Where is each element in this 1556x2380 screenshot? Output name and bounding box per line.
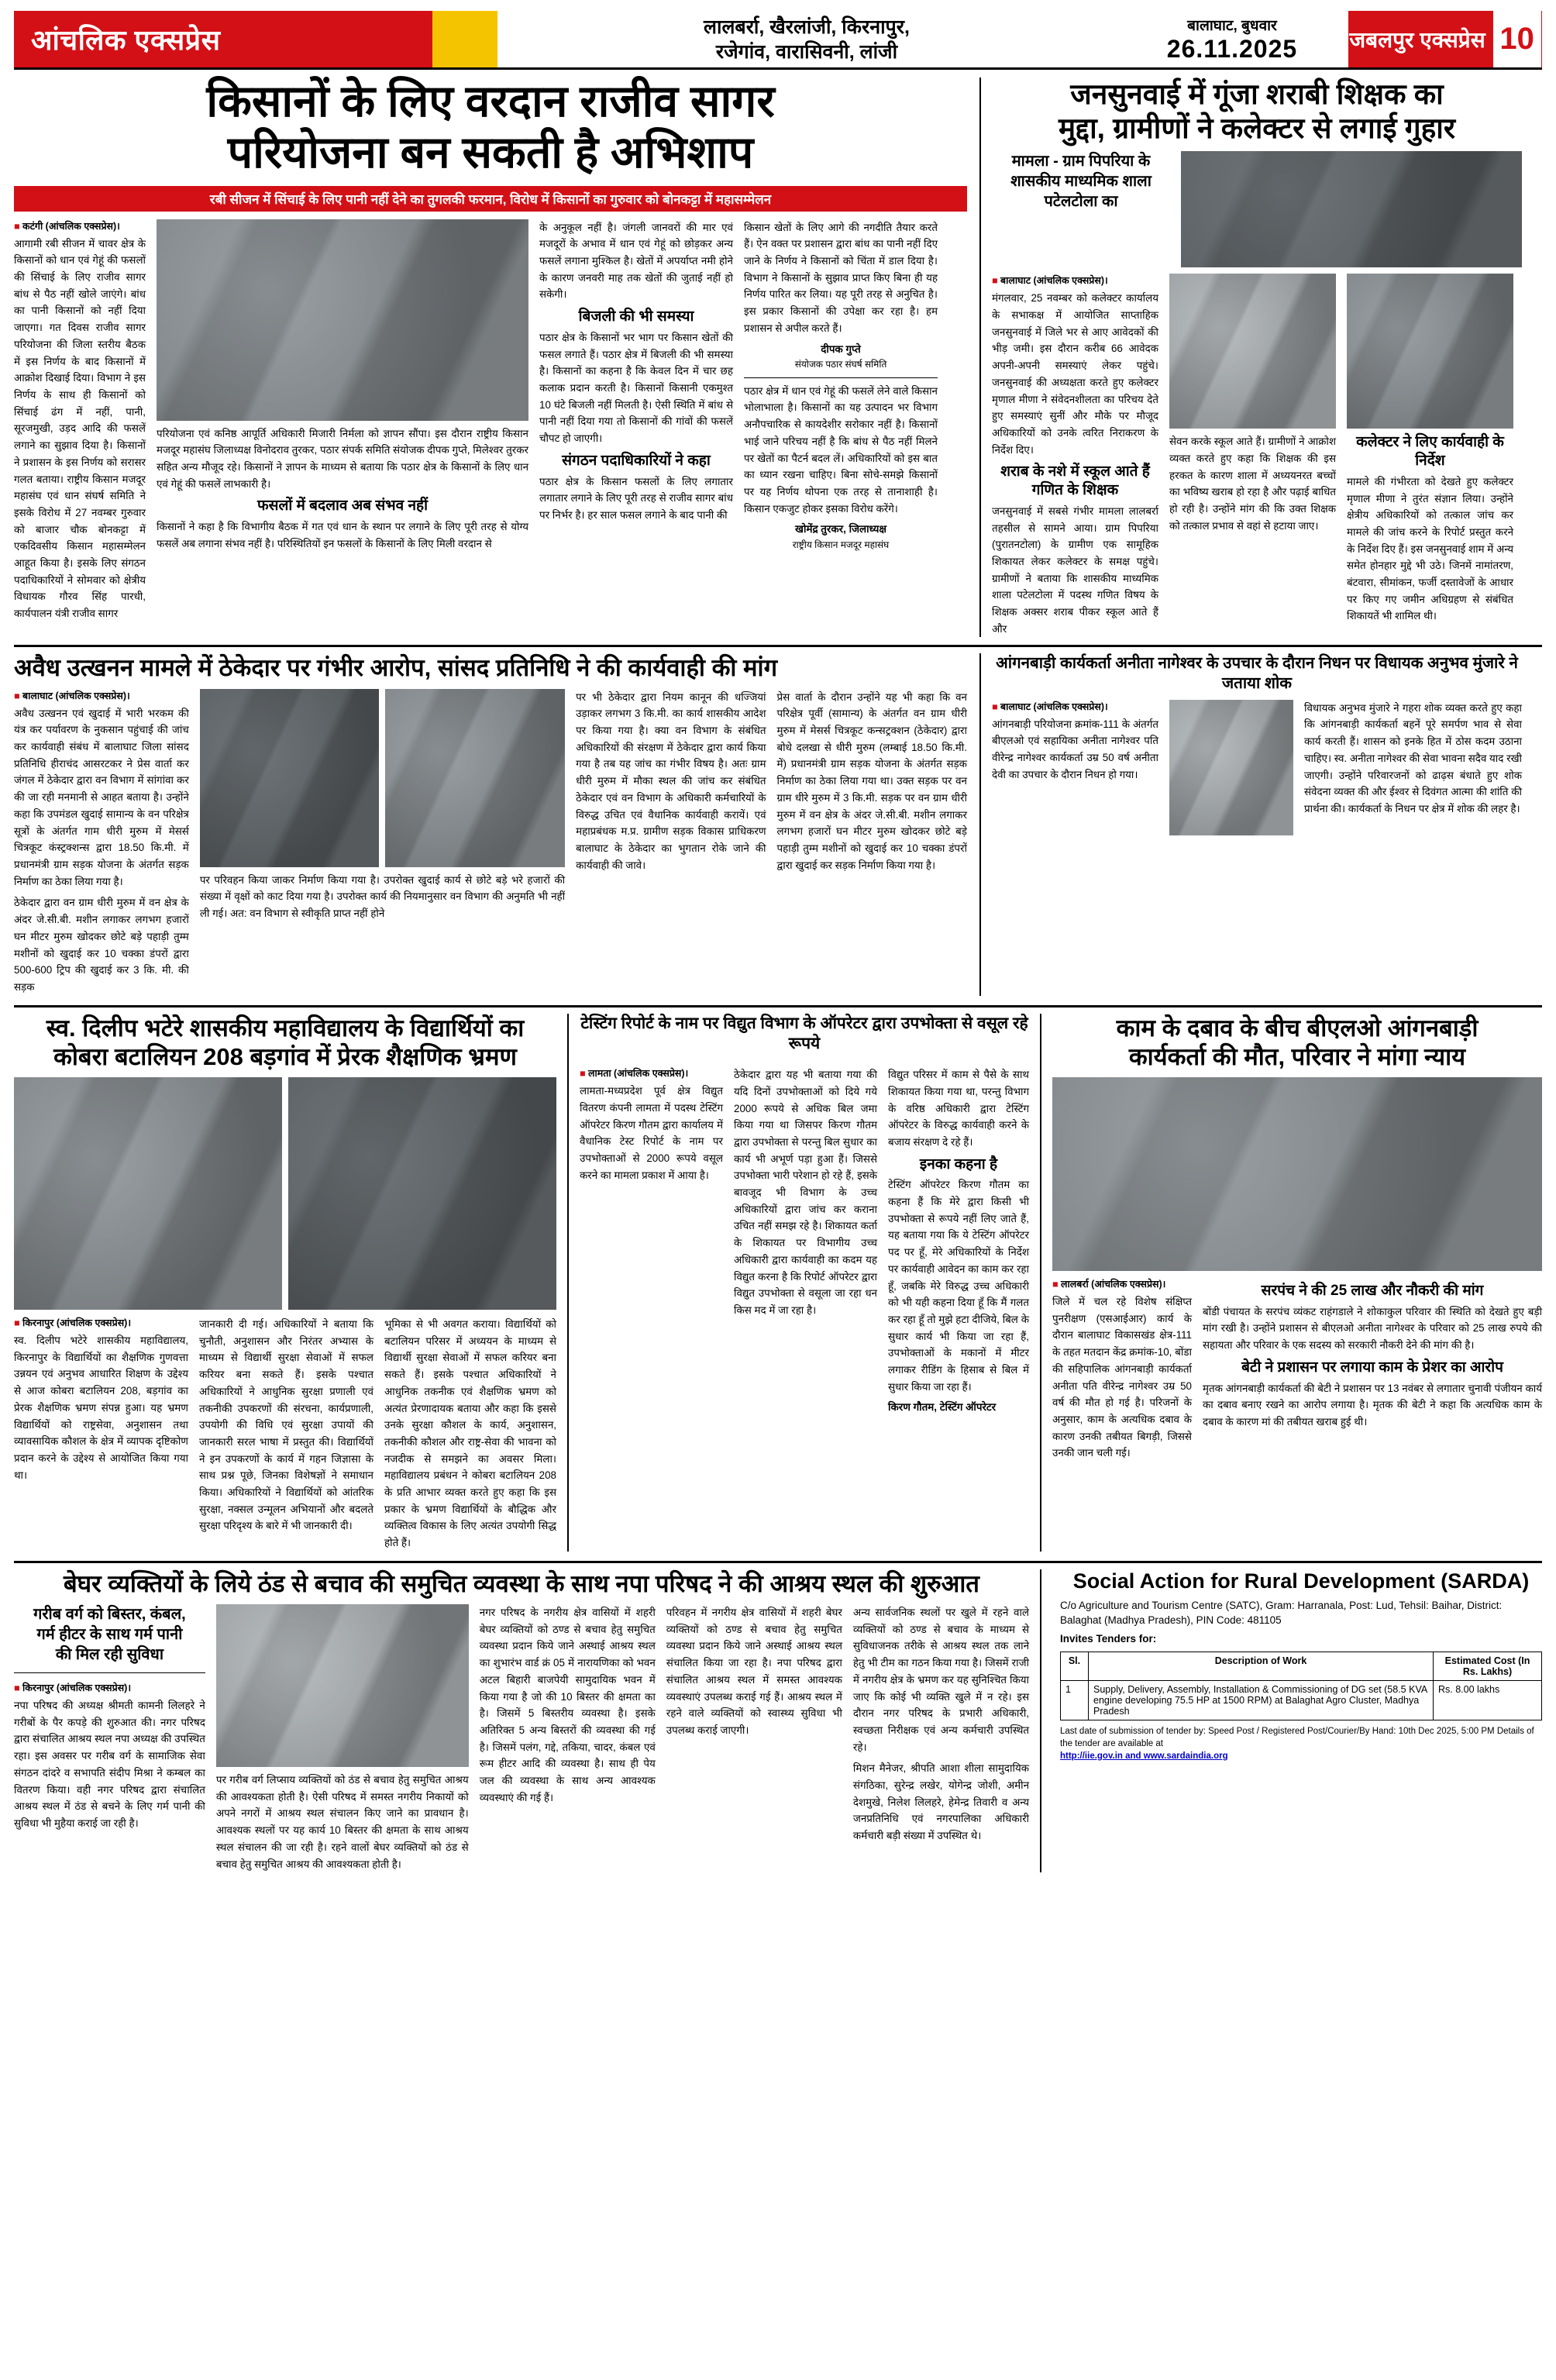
testing-headline: टेस्टिंग रिपोर्ट के नाम पर विद्युत विभाग के ऑपरेटर द्वारा उपभोक्ता से वसूल रहे रूपये: [580, 1014, 1028, 1052]
tender-footer-link[interactable]: http://iie.gov.in and www.sardaindia.org: [1060, 1751, 1228, 1761]
lead-quote-author-1: दीपक गुप्ते: [821, 343, 861, 355]
jansunwai-col2-text: जनसुनवाई में सबसे गंभीर मामला लालबर्रा तहसील से सामने आया। ग्राम पिपरिया (पुरातनटोला) के ग्रामीण एक सामूहिक शिकायत लेकर कलेक्टर के समक्ष पहुंचे। ग्रामीणों ने बताया कि शासकीय माध्यमिक शाला पटेलटोला में पदस्थ गणित विषय के शिक्षक अक्सर शराब पीकर स्कूल आते हैं और: [992, 505, 1158, 635]
lead-col2b-text: किसानों ने कहा है कि विभागीय बैठक में गत एवं धान के स्थान पर लगाने के लिए पूरी तरह से योग्य फसलें अब लगाना संभव नहीं है। परिस्थितियों इन फसलों के किसानों के लिए मिली वरदान से: [157, 521, 528, 549]
tender-advertisement: [1052, 1569, 1542, 1872]
jansunwai-photo-1: [1181, 151, 1522, 267]
lead-headline-line-1: किसानों के लिए वरदान राजीव सागर: [206, 77, 775, 126]
masthead-yellow-bar: [432, 11, 497, 67]
tender-row-sl: 1: [1061, 1680, 1089, 1720]
lead-col-1: [14, 219, 146, 622]
lead-dateline: ■ कटंगी (आंचलिक एक्सप्रेस)।: [14, 220, 120, 232]
beulo-col-2: [1203, 1277, 1542, 1462]
mining-dateline: ■ बालाघाट (आंचलिक एक्सप्रेस)।: [14, 690, 130, 701]
page-number: 10: [1493, 11, 1541, 67]
shelter-col-4: [666, 1604, 842, 1872]
tender-row-desc: Supply, Delivery, Assembly, Installation & Commissioning of DG set (58.5 KVA engine developing 75.5 HP at 1500 RPM) at Balaghat Agro Cluster, Madhya Pradesh: [1089, 1680, 1434, 1720]
jansunwai-photo-3: [1347, 274, 1513, 429]
mining-photo-block: [200, 689, 565, 996]
shelter-col-3: [480, 1604, 656, 1872]
masthead: [14, 11, 1542, 70]
testing-col1-text: लामता-मध्यप्रदेश पूर्व क्षेत्र विद्युत वितरण कंपनी लामता में पदस्थ टेस्टिंग ऑपरेटर किरण गौतम द्वारा कार्यालय में वैधानिक टेस्ट रिपोर्ट के नाम पर उपभोक्ताओं से 2000 रूपये वसूल करने का मामला प्रकाश में आया है।: [580, 1085, 723, 1181]
shelter-col-5: [853, 1604, 1029, 1872]
testing-col3b-text: टेस्टिंग ऑपरेटर किरण गौतम का कहना हैं कि मेरे द्वारा किसी भी उपभोक्ता से रूपये नहीं लिए जाते हैं, यह बताया गया कि ये टेस्टिंग ऑपरेटर पद पर हूँ, मेरे अधिकारियों के निर्देश पर कार्यवाही आवेदन का काम कर रहा हूँ, जबकि मेरे विरुद्ध उच्च अधिकारी को भी यही कहना दिया हूँ कि मैं गलत कर रहा हूँ तो मुझे हटा दीजिये, बिल के सुधार कार्य भी किया जा रहा हैं, उपभोक्ताओं के मकानों में मीटर लगाकर रीडिंग के हिसाब से बिल में सुधार किया जा रहा हैं।: [888, 1179, 1029, 1393]
table-row: [1061, 1680, 1542, 1720]
lead-photo: [157, 219, 528, 421]
mining-col5-text: प्रेस वार्ता के दौरान उन्होंने यह भी कहा कि वन परिक्षेत्र पूर्वी (सामान्य) के अंतर्गत वन ग्राम धीरी मुरुम में मेसर्स चित्रकूट कन्सट्रक्शन (ठेकेदार) द्वारा बोधे दलखा से धीरी मुरुम (लम्बाई 18.50 कि.मी. में) प्रधानमंत्री ग्राम सड़क योजना के अंतर्गत सड़क निर्माण का ठेका लिया गया था। उक्त सड़क पर वन ग्राम धीरे मुरुम में 3 कि.मी. सड़क पर वन ग्राम धीरी मुरुम में वन क्षेत्र के अंदर जे.सी.बी. मशीन लगाकर लगभग हजारों घन मीटर मुरुम खोदकर छोटे बड़े पहाड़ी तुम्म मशीनों को खुदाई कर 10 चक्का डंपरों द्वारा खुदाई कर सड़क निर्माण किया गया है।: [776, 691, 967, 871]
jansunwai-col-3: [1347, 274, 1513, 637]
jansunwai-story: [979, 77, 1522, 637]
shelter-subhead-block: [14, 1604, 205, 1872]
tender-address: C/o Agriculture and Tourism Centre (SATC), Gram: Harranala, Post: Lud, Tehsil: Baihar, District: Balaghat (Madhya Pradesh), PIN Code: 481105: [1060, 1599, 1503, 1627]
lead-col3c-text: पठार क्षेत्र के किसान फसलों के लिए लगातार लगातार लगाने के लिए पूरी तरह से राजीव सागर बांध पर निर्भर है। हर साल फसल लगाने के बाद पानी की: [539, 475, 733, 521]
anganwadi-photo-wrap: [1169, 700, 1293, 835]
anganwadi-col-1: [992, 700, 1158, 835]
masthead-date: 26.11.2025: [1166, 35, 1298, 63]
shelter-subhead-line-2: गर्म हीटर के साथ गर्म पानी: [36, 1626, 183, 1644]
bottom-band: [14, 1569, 1542, 1872]
mining-col-1: [14, 689, 189, 996]
tender-footer-line-1: Last date of submission of tender by: Speed Post / Registered Post/Courier/By Hand: 10th Dec 2025, 5:00 PM Details of the tender are available at: [1060, 1726, 1534, 1748]
tender-org-name: Social Action for Rural Development (SARDA): [1072, 1569, 1530, 1593]
tender-col-sl: Sl.: [1061, 1652, 1089, 1680]
jansunwai-subhead-block: [992, 151, 1170, 267]
shelter-col5-text: अन्य सार्वजनिक स्थलों पर खुले में रहने वाले व्यक्तियों को ठण्ड से बचाव के माध्यम से सुविधाजनक तरीके से आश्रय स्थल तक लाने हेतु भी टीम का गठन किया गया है। जिसमें राजी में नगरीय क्षेत्र के भ्रमण कर यह सुनिश्चित किया जाए कि कोई भी व्यक्ति खुले में न रहे। इस दौरान नगर परिषद के प्रभारी अधिकारी, स्वच्छता निरीक्षक एवं अन्य कर्मचारी उपस्थित रहे।: [852, 1607, 1030, 1753]
shelter-headline: बेघर व्यक्तियों के लिये ठंड से बचाव की समुचित व्यवस्था के साथ नपा परिषद ने की आश्रय स्थल की शुरुआत: [64, 1569, 979, 1597]
jansunwai-headline-line-2: मुद्दा, ग्रामीणों ने कलेक्टर से लगाई गुहार: [1059, 112, 1455, 144]
anganwadi-col1-text: आंगनबाड़ी परियोजना क्रमांक-111 के अंतर्गत बीएलओ एवं सहायिका अनीता नागेश्वर पति वीरेन्द्र नागेश्वर कार्यकर्ता उम्र 50 वर्ष अनीता देवी का उपचार के दौरान निधन हो गया।: [992, 718, 1158, 780]
tender-table: [1060, 1652, 1542, 1720]
lead-kicker: रबी सीजन में सिंचाई के लिए पानी नहीं देने का तुगलकी फरमान, विरोध में किसानों का गुरुवार को बोनकट्टा में महासम्मेलन: [14, 186, 967, 212]
mining-col-5: [777, 689, 967, 996]
college-col-3: [384, 1316, 556, 1552]
masthead-date-block: [1116, 11, 1348, 67]
shelter-col1-text: नपा परिषद की अध्यक्ष श्रीमती कामनी लिलहरे ने गरीबों के पैर कपड़े की शुरुआत की। नगर परिषद द्वारा संचालित आश्रय स्थल नपा अध्यक्ष की उपस्थित रहा। इस अवसर पर गरीब वर्ग के सामाजिक सेवा संगठन दांदरे व सभापति संदीप मिश्रा ने कम्बल का वितरण किया। वही नगर परिषद द्वारा संचालित आश्रय स्थल में ठंड से बचने के लिए गर्म पानी की सुविधा भी मुहैया कराई जा रही है।: [14, 1700, 205, 1829]
shelter-dateline: ■ किरनापुर (आंचलिक एक्सप्रेस)।: [14, 1683, 132, 1694]
college-dateline: ■ किरनापुर (आंचलिक एक्सप्रेस)।: [14, 1317, 132, 1328]
anganwadi-story: [979, 653, 1522, 995]
shelter-subhead-line-1: गरीब वर्ग को बिस्तर, कंबल,: [33, 1606, 186, 1624]
lead-headline-line-2: परियोजना बन सकती है अभिशाप: [227, 127, 754, 177]
anganwadi-col-2: [1304, 700, 1522, 835]
beulo-dateline: ■ लालबर्रा (आंचलिक एक्सप्रेस)।: [1052, 1278, 1166, 1290]
edition-line-1: लालबर्रा, खैरलांजी, किरनापुर,: [704, 15, 910, 38]
jansunwai-subhead: मामला - ग्राम पिपरिया के शासकीय माध्यमिक शाला पटेलटोला का: [1010, 153, 1152, 211]
college-col-1: [14, 1316, 188, 1552]
beulo-col2-text: बोंडी पंचायत के सरपंच व्यंकट राहंगडाले ने शोकाकुल परिवार की स्थिति को देखते हुए बड़ी मांग रखी है। उन्होंने प्रशासन से बीएलओ अनीता नागेश्वर के परिवार को 25 लाख रुपये की सहायता और परिवार के एक सदस्य को सरकारी नौकरी देने की मांग की है।: [1203, 1305, 1542, 1352]
testing-col-2: [734, 1066, 877, 1415]
testing-sub1: इनका कहना है: [919, 1156, 998, 1173]
masthead-place: बालाघाट, बुधवार: [1187, 18, 1277, 34]
mining-story: [14, 653, 967, 995]
jansunwai-headline-line-1: जनसुनवाई में गूंजा शराबी शिक्षक का: [1070, 78, 1444, 110]
jansunwai-photo-2: [1169, 274, 1336, 429]
beulo-headline-line-1: काम के दबाव के बीच बीएलओ आंगनबाड़ी: [1116, 1014, 1479, 1042]
lead-sub1: फसलों में बदलाव अब संभव नहीं: [256, 498, 429, 515]
lead-sub2: बिजली की भी समस्या: [578, 308, 694, 325]
college-col2-text: जानकारी दी गई। अधिकारियों ने बताया कि चुनौती, अनुशासन और निरंतर अभ्यास के माध्यम से विद्यार्थी सुरक्षा सेवाओं में सफल करियर बना सकते हैं। इसके पश्चात अधिकारियों ने आधुनिक सुरक्षा प्रणाली एवं तकनीकी उपकरणों की संरचना, कार्यप्रणाली, उपयोगी की विधि एवं सुरक्षा उपायों की जानकारी सरल भाषा में प्रस्तुत की। विद्यार्थियों ने इन उपकरणों के कार्य में गहन जिज्ञासा के साथ प्रश्न पूछे, जिनका विशेषज्ञों ने समाधान किया। अधिकारियों ने विद्यार्थियों को आंतरिक सुरक्षा, नक्सल उन्मूलन अभियानों और बदलते सुरक्षा परिदृश्य के बारे में भी जानकारी दी।: [199, 1317, 374, 1532]
lead-photo-block: [157, 219, 528, 622]
anganwadi-headline: आंगनबाड़ी कार्यकर्ता अनीता नागेश्वर के उपचार के दौरान निधन पर विधायक अनुभव मुंजारे ने जताया शोक: [996, 654, 1518, 693]
tender-col-cost: Estimated Cost (In Rs. Lakhs): [1434, 1652, 1542, 1680]
college-headline-line-2: कोबरा बटालियन 208 बड़गांव में प्रेरक शैक्षणिक भ्रमण: [53, 1042, 517, 1070]
mid-section: [14, 653, 1542, 995]
lead-story: [14, 77, 967, 637]
shelter-col4-text: परिवहन में नगरीय क्षेत्र वासियों में शहरी बेघर व्यक्तियों को ठण्ड से बचाव हेतु समुचित व्यवस्था प्रदान किये जाने अस्थाई आश्रय स्थल संचालित किया जा रहा है। नपा परिषद द्वारा संचालित आश्रय स्थल में समस्त आवश्यक व्यवस्थाएं उपलब्ध कराई गई हैं। आश्रय स्थल में रहने वाले व्यक्तियों को स्वास्थ्य सुविधा भी उपलब्ध कराई जाएगी।: [666, 1607, 842, 1736]
jansunwai-col-1: [992, 274, 1158, 637]
lead-col2-text: परियोजना एवं कनिष्ठ आपूर्ति अधिकारी मिजारी निर्मला को ज्ञापन सौंपा। इस दौरान राष्ट्रीय किसान मजदूर महासंघ जिलाध्यक्ष विनोदराव तुरकर, पठार संपर्क समिति संयोजक दीपक गुप्ते, मिलेश्वर तुरकर सहित अन्य मौजूद रहे। किसानों ने ज्ञापन के माध्यम से बताया कि पठार क्षेत्र के किसानों के लिए धान एवं गेहूं की फसलें लाभकारी है।: [157, 427, 528, 490]
mining-photo-1: [200, 689, 380, 867]
lead-col4-text: किसान खेतों के लिए आगे की नगदीति तैयार करते हैं। ऐन वक्त पर प्रशासन द्वारा बांध का पानी नहीं दिए जाने के निर्णय ने किसानों को चिंता में डाल दिया है। विभाग ने किसानों के सुझाव प्राप्त किए बिना ही यह निर्णय पारित कर लिया। यह पूरी तरह से अनुचित है। इस प्रकार किसानों की उपेक्षा कर रहा है। हम प्रशासन से अपील करते हैं।: [744, 221, 938, 334]
shelter-story: [14, 1569, 1029, 1872]
jansunwai-sub1: शराब के नशे में स्कूल आते हैं गणित के शिक्षक: [1000, 463, 1150, 499]
testing-col-3: [888, 1066, 1029, 1415]
mining-col1-text: अवैध उत्खनन एवं खुदाई में भारी भरकम की यंत्र कर पर्यावरण के नुकसान पहुंचाई की जांच कर कार्यवाही संबंध में बालाघाट जिला सांसद प्रतिनिधि हीराचंद आसरटकर ने प्रेस वार्ता कर जंगल में ठेकेदार द्वारा वन विभाग में सांगांवा कर की जा रही मनमानी से आहत बताया है। उन्होंने कहा कि उपमंडल खुदाई सामान्य के वन परिक्षेत्र सूत्रों के अंतर्गत गाम धीरी मुरुम में मेसर्स चित्रकूट कंस्ट्रक्शन्स द्वारा 18.50 कि.मी. में प्रधानमंत्री ग्राम सड़क योजना के अंतर्गत सड़क निर्माण का ठेका लिया गया है।: [14, 707, 189, 887]
paper-title: जबलपुर एक्सप्रेस: [1349, 27, 1485, 52]
shelter-col2-text: पर गरीब वर्ग लिप्साय व्यक्तियों को ठंड से बचाव हेतु समुचित आश्रय की आवश्यकता होती है। ऐसी परिषद में समस्त नगरीय निकायों को अपने नगरों में आश्रय स्थल संचालन किए जाने का प्रावधान है। आवश्यक स्थलों पर यह कार्य 10 बिस्तर की क्षमता के साथ आश्रय स्थल संचालन की जा रही है। रहने वालों बेघर व्यक्तियों को ठंड से बचाव हेतु समुचित आश्रय की आवश्यकता होती है।: [215, 1774, 469, 1870]
college-photo-2: [288, 1077, 556, 1310]
lead-sub3: संगठन पदाधिकारियों ने कहा: [562, 452, 711, 469]
testing-quote-author: किरण गौतम, टेस्टिंग ऑपरेटर: [888, 1400, 997, 1413]
masthead-brand: [14, 11, 432, 67]
lead-col-3: [539, 219, 733, 622]
college-col-2: [199, 1316, 374, 1552]
tender-col-desc: Description of Work: [1089, 1652, 1434, 1680]
mining-headline: अवैध उत्खनन मामले में ठेकेदार पर गंभीर आरोप, सांसद प्रतिनिधि ने की कार्यवाही की मांग: [14, 654, 778, 682]
anganwadi-col2-text: विधायक अनुभव मुंजारे ने गहरा शोक व्यक्त करते हुए कहा कि आंगनबाड़ी कार्यकर्ता बहनें पूरे समर्पण भाव से सेवा कार्य करती हैं। शासन को इनके हित में ठोस कदम उठाना चाहिए। स्व. अनीता नागेश्वर की सेवा भावना सदैव याद रखी जाएगी। उन्होंने परिवारजनों को ढाढ़स बंधाते हुए शोक संवेदना व्यक्त की और ईश्वर से दिवंगत आत्मा की शांति की प्रार्थना की। कार्यकर्ता के निधन पर क्षेत्र में शोक की लहर है।: [1304, 701, 1522, 815]
lead-col-4: [744, 219, 938, 622]
college-story: [14, 1014, 556, 1552]
anganwadi-dateline: ■ बालाघाट (आंचलिक एक्सप्रेस)।: [992, 701, 1108, 712]
mining-col2-text: ठेकेदार द्वारा वन ग्राम धीरी मुरुम में वन क्षेत्र के अंदर जे.सी.बी. मशीन लगाकर लगभग हजारों घन मीटर मुरुम खोदकर छोटे बड़े पहाड़ी तुम्म मशीनों को खुदाई कर 10 चक्का डंपरों द्वारा 500-600 ट्रिप की खुदाई कर 3 कि. मी. की सड़क: [14, 897, 189, 993]
jansunwai-col3b-text: मामले की गंभीरता को देखते हुए कलेक्टर मृणाल मीणा ने तुरंत संज्ञान लिया। उन्होंने क्षेत्रीय अधिकारियों को तत्काल जांच कर मामले की जांच करने के रिपोर्ट प्रस्तुत करने के निर्देश दिए हैं। इस जनसुनवाई शाम में अन्य समेत होनहार मुद्दे भी उठे। जिनमें नामांतरण, बंटवारा, सीमांकन, फर्जी दस्तावेजों के आधार पर किए गए जमीन अधिग्रहण से संबंधित शिकायतें भी शामिल थी।: [1347, 475, 1513, 622]
shelter-subhead-line-3: की मिल रही सुविधा: [55, 1646, 164, 1664]
brand-title: आंचलिक एक्सप्रेस: [31, 24, 221, 56]
beulo-col-1: [1052, 1277, 1192, 1462]
masthead-paper-name: [1348, 11, 1542, 67]
mining-photo-2: [385, 689, 565, 867]
masthead-edition: [497, 11, 1116, 67]
college-col1-text: स्व. दिलीप भटेरे शासकीय महाविद्यालय, किरनापुर के विद्यार्थियों का शैक्षणिक गुणवत्ता उन्नयन एवं अनुभव आधारित शिक्षण के उद्देश्य से आज कोबरा बटालियन 208, बड़गांव का प्रेरक शैक्षणिक भ्रमण संपन्न हुआ। यह भ्रमण विद्यार्थियों को राष्ट्रसेवा, अनुशासन तथा व्यावसायिक कौशल के क्षेत्र में व्यापक दृष्टिकोण प्रदान करने के उद्देश्य से आयोजित किया गया था।: [14, 1334, 188, 1481]
college-photo-1: [14, 1077, 282, 1310]
testing-dateline: ■ लामता (आंचलिक एक्सप्रेस)।: [580, 1068, 689, 1080]
testing-story: [580, 1014, 1029, 1552]
edition-line-2: रजेगांव, वारासिवनी, लांजी: [715, 40, 898, 63]
beulo-sub1: सरपंच ने की 25 लाख और नौकरी की मांग: [1261, 1282, 1484, 1299]
lead-quote-author-2: खोमेंद्र तुरकर, जिलाध्यक्ष: [795, 523, 886, 536]
jansunwai-col1-text: मंगलवार, 25 नवम्बर को कलेक्टर कार्यालय के सभाकक्ष में आयोजित साप्ताहिक जनसुनवाई में जिले भर से आए आवेदकों की भीड़ जमी। इस दौरान करीब 66 आवेदक अपनी-अपनी समस्याएं लेकर पहुंचे। जनसुनवाई की अध्यक्षता करते हुए कलेक्टर मृणाल मीणा ने संवेदनशीलता का परिचय देते हुए समस्याएं सुनीं और मौके पर मौजूद अधिकारियों को उनके त्वरित निराकरण के निर्देश दिए।: [992, 292, 1158, 456]
shelter-photo: [216, 1604, 469, 1767]
shelter-photo-block: [216, 1604, 469, 1872]
jansunwai-col3-text: सेवन करके स्कूल आते हैं। ग्रामीणों ने आक्रोश व्यक्त करते हुए कहा कि शिक्षक की इस हरकत के कारण शाला में अध्ययनरत बच्चों का भविष्य खराब हो रहा है और पढ़ाई बाधित हो रही है। उन्होंने मांग की कि उक्त शिक्षक को तत्काल प्रभाव से वहां से हटाया जाए।: [1169, 436, 1336, 532]
lead-col1-text: आगामी रबी सीजन में चावर क्षेत्र के किसानों को धान एवं गेहूं की फसलों की सिंचाई के लिए राजीव सागर बांध से पैठ नहीं खोले जाएंगे। बांध का पानी किसानों को नहीं दिया जाएगा। गत दिवस राजीव सागर परियोजना की जिला स्तरीय बैठक में इस निर्णय के बाद किसानों में आक्रोश दिखाई दिया। विभाग ने इस निर्णय के साथ ही किसानों को सिंचाई ढंग में नहीं, पानी, सूरजमुखी, उड़द आदि की फसलें लगाने का सुझाव दिया है। किसानों ने प्रशासन के इस निर्णय को सरासर गलत बताया। राष्ट्रीय किसान मजदूर महासंघ एवं धान संघर्ष समिति ने इसके विरोध में 27 नवम्बर गुरुवार को बाजार चौक बोनकट्टा में एकदिवसीय किसान महासम्मेलन आहूत किया है। इसके लिए संगठन पदाधिकारियों ने सोमवार को क्षेत्रीय विधायक गौरव सिंह पारधी, कार्यपालन यंत्री राजीव सागर: [14, 237, 146, 620]
testing-col2-text: ठेकेदार द्वारा यह भी बताया गया की यदि दिनों उपभोक्ताओं को दिये गये 2000 रूपये से अधिक बिल जमा किया गया था जिसपर किरण गौतम द्वारा उपभोक्ता से परन्तु बिल सुधार का कार्य भी अभूर्ण पड़ा हुआ हैं। जिससे उपभोक्ता भारी परेशान हो रहे हैं, इसके बावजूद भी विभाग के उच्च अधिकारियों द्वारा जांच कर कराना उचित नहीं समझ रहे है। शिकायत कर्ता के शिकायत पर विभागीय उच्च अधिकारी द्वारा कार्यवाही का कदम यह विद्युत करना है कि रिपोर्ट ऑपरेटर द्वारा विद्युत उपभोक्ता से वसूला जा रहा धन किस मद में जा रहा है।: [734, 1069, 877, 1316]
beulo-story: [1052, 1014, 1542, 1552]
lead-quote-role-2: राष्ट्रीय किसान मजदूर महासंघ: [792, 539, 890, 551]
college-col3-text: भूमिका से भी अवगत कराया। विद्यार्थियों को बटालियन परिसर में अध्ययन के माध्यम से विद्यार्थी सुरक्षा सेवाओं में सफल करियर बना सकते हैं। इसके पश्चात अधिकारियों ने आधुनिक तकनीक एवं शैक्षणिक भ्रमण को अत्यंत प्रेरणादायक बताया और कहा कि इससे उनके सुरक्षा कौशल के कार्य, अनुशासन, तकनीकी कौशल और राष्ट्र-सेवा की भावना को नजदीक से समझने का अवसर मिला। महाविद्यालय प्रबंधन ने कोबरा बटालियन 208 के प्रति आभार व्यक्त करते हुए कहा कि इस प्रकार के भ्रमण विद्यार्थियों के बौद्धिक और व्यक्तित्व विकास के लिए अत्यंत उपयोगी सिद्ध होते हैं।: [384, 1317, 556, 1549]
beulo-photo: [1052, 1077, 1542, 1271]
testing-col-1: [580, 1066, 723, 1415]
lead-col3-text: के अनुकूल नहीं है। जंगली जानवरों की मार एवं मजदूरों के अभाव में धान एवं गेहूं को छोड़कर अन्य फसलें लगाना मुश्किल है। खेतों में अपर्याप्त नमी होने के कारण जनवरी माह तक खेतों की जुताई नहीं हो सकेगी।: [539, 221, 733, 301]
tender-row-cost: Rs. 8.00 lakhs: [1434, 1680, 1542, 1720]
mining-col4-text: पर भी ठेकेदार द्वारा नियम कानून की धज्जियां उड़ाकर लगभग 3 कि.मी. का कार्य शासकीय आदेश पर किया गया है। क्या वन विभाग के संबंधित अधिकारियों की संरक्षण में ठेकेदार द्वारा कार्य किया गया है तब यह जांच का गंभीर विषय है। अतः ग्राम धीरी मुरुम में मौका स्थल की जांच कर संबंधित ठेकेदार एवं वन विभाग के अधिकारी कर्मचारियों के विरुद्ध उचित एवं वैधानिक कार्यवाही करायें। एवं महाप्रबंधक म.प्र. ग्रामीण सड़क विकास प्राधिकरण बालाघाट के ठेकेदार का भुगतान रोके जाने की कार्यवाही की जावे।: [576, 691, 766, 871]
lead-col4b-text: पठार क्षेत्र में धान एवं गेहूं की फसलें लेने वाले किसान भोलाभाला है। किसानों का यह उत्पादन भर विभाग अनौपचारिक से कायदेशीर सरोकार नहीं है। किसानों भाई जाने परिचय नहीं है कि बांध से पैठ नहीं मिलने पर खेतों का पैटर्न बदल लें। अधिकारियों को इस बात का ध्यान रखना चाहिए। बिना सोचे-समझे किसानों पर यह निर्णय थोपना एक तरह से तानाशाही है। किसान एकजुट होकर इसका विरोध करेंगे।: [744, 384, 938, 515]
shelter-col6-text: मिशन मैनेजर, श्रीपति आशा शीला सामुदायिक संगठिका, सुरेन्द्र लखेर, योगेन्द्र जोशी, अमीन देशमुखे, निलेश लिलहरे, हेमेन्द्र तिवारी व अन्य जनप्रतिनिधि एवं नगरपालिका अधिकारी कर्मचारी बड़ी संख्या में उपस्थित थे।: [852, 1762, 1030, 1842]
jansunwai-col-2: [1169, 274, 1336, 637]
shelter-col3-text: नगर परिषद के नगरीय क्षेत्र वासियों में शहरी बेघर व्यक्तियों को ठण्ड से बचाव हेतु समुचित व्यवस्था प्रदान किये जाने अस्थाई आश्रय स्थल का शुभारंभ वार्ड क्रं 05 में नारायणिका को भवन अटल बिहारी बाजपेयी सामुदायिक भवन में किया गया है जो की 10 बिस्तर की क्षमता का है। जिसमें 5 बिस्तरीय व्यवस्था है। इसके अतिरिक्त 5 अन्य बिस्तरों की व्यवस्था की गई है। जिसमें पलंग, गद्दे, तकिया, चादर, कंबल एवं रूम हीटर आदि की व्यवस्था है। साथ ही पेय जल की व्यवस्था के साथ अन्य आवश्यक व्यवस्थाएं की गई हैं।: [479, 1607, 656, 1803]
beulo-sub2: बेटी ने प्रशासन पर लगाया काम के प्रेशर का आरोप: [1241, 1359, 1503, 1376]
testing-col3-text: विद्युत परिसर में काम से पैसे के साथ शिकायत किया गया था, परन्तु विभाग के वरिष्ठ अधिकारी द्वारा टेस्टिंग ऑपरेटर के विरुद्ध कार्यवाही करने के बजाय संरक्षण दे रहे हैं।: [888, 1069, 1029, 1148]
mining-col-4: [576, 689, 766, 996]
lead-col3b-text: पठार क्षेत्र के किसानों भर भाग पर किसान खेतों की फसल लगाते हैं। पठार क्षेत्र में बिजली की भी समस्या है। किसानों का कहना है कि केवल दिन में चार छह कलाक प्रदान करती है। किसानों किसानी एकमुश्त 10 घंटे बिजली नहीं मिलती है। ऐसी स्थिति में बांध से पानी नहीं दिया गया तो किसानों की गांवों की फसलें चौपट हो जाएगी।: [539, 331, 733, 445]
third-band: [14, 1014, 1542, 1552]
mining-col3-text: पर परिवहन किया जाकर निर्माण किया गया है। उपरोक्त खुदाई कार्य से छोटे बड़े भरे हजारों की संख्या में वृक्षों को काट दिया गया है। उपरोक्त कार्य की नियमानुसार वन विभाग की अनुमति भी नहीं ली गई। अत: वन विभाग से स्वीकृति प्राप्त नहीं होने: [199, 873, 566, 920]
anganwadi-portrait-photo: [1169, 700, 1293, 835]
jansunwai-sub2: कलेक्टर ने लिए कार्यवाही के निर्देश: [1356, 434, 1504, 470]
tender-table-header-row: [1061, 1652, 1542, 1680]
beulo-col1-text: जिले में चल रहे विशेष संक्षिप्त पुनरीक्षण (एसआईआर) कार्य के दौरान बालाघाट विकासखंड क्षेत्र-111 के तहत मतदान केंद्र क्रमांक-10, बोंडा की सहिपालिक आंगनबाड़ी कार्यकर्ता अनीता पति वीरेन्द्र नागेश्वर उम्र 50 वर्ष की मौत हो गई है। परिजनों के अनुसार, काम के अत्यधिक दबाव के कारण उनकी तबीयत बिगड़ी, जिससे उनकी जान चली गई।: [1052, 1295, 1192, 1459]
tender-invite-line: Invites Tenders for:: [1060, 1632, 1157, 1645]
college-headline-line-1: स्व. दिलीप भटेरे शासकीय महाविद्यालय के विद्यार्थियों का: [46, 1014, 525, 1042]
jansunwai-dateline: ■ बालाघाट (आंचलिक एक्सप्रेस)।: [992, 275, 1108, 287]
beulo-headline-line-2: कार्यकर्ता की मौत, परिवार ने मांगा न्याय: [1128, 1042, 1466, 1070]
lead-quote-role-1: संयोजक पठार संघर्ष समिति: [794, 359, 887, 370]
beulo-col3-text: मृतक आंगनबाड़ी कार्यकर्ता की बेटी ने प्रशासन पर 13 नवंबर से लगातार चुनावी पंजीयन कार्य का दबाव बनाए रखने का आरोप लगाया है। मृतक की बेटी ने कहा कि अत्यधिक काम के दबाव के कारण मां की तबीयत खराब हुई थी।: [1203, 1382, 1542, 1428]
jansunwai-photo-1-wrap: [1181, 151, 1522, 267]
top-section: [14, 70, 1542, 637]
